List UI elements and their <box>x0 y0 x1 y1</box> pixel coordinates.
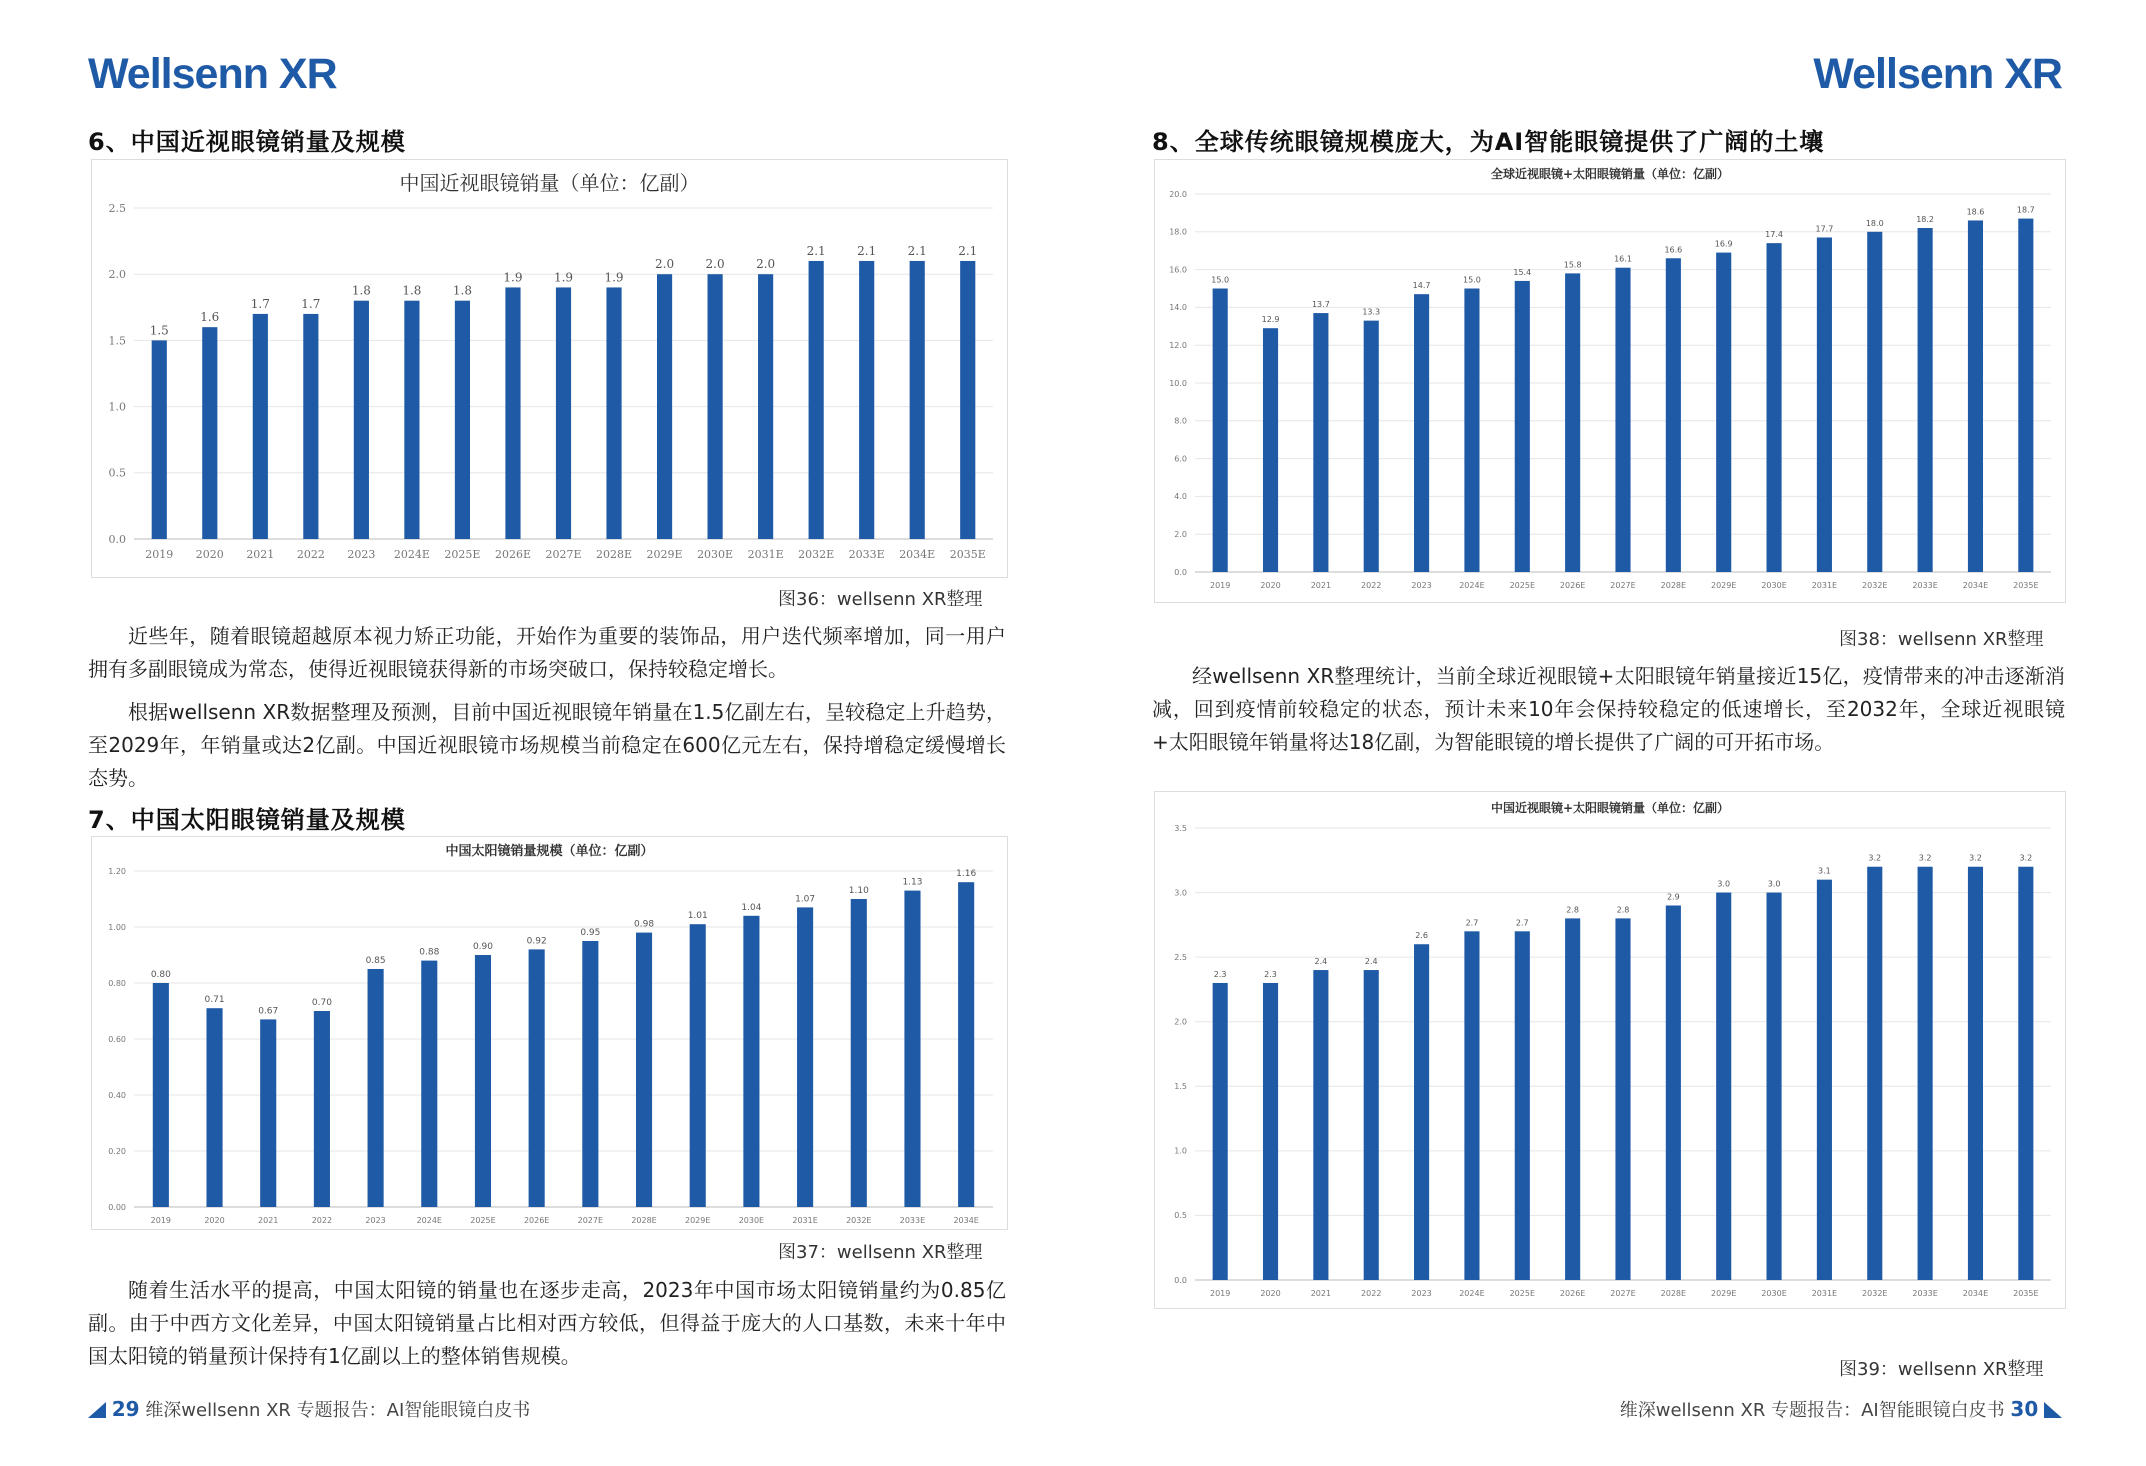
bar <box>1464 289 1479 573</box>
data-label: 0.80 <box>150 970 171 980</box>
bar <box>206 1008 222 1207</box>
data-label: 3.2 <box>1868 853 1882 863</box>
data-label: 1.13 <box>902 877 923 888</box>
data-label: 3.1 <box>1818 866 1831 876</box>
bar <box>809 261 824 539</box>
footer-text: 维深wellsenn XR 专题报告：AI智能眼镜白皮书 <box>145 1400 531 1421</box>
data-label: 2.1 <box>958 243 978 258</box>
y-tick-label: 0.5 <box>1174 1211 1187 1221</box>
bar <box>1666 258 1681 572</box>
x-tick-label: 2035E <box>949 548 986 561</box>
bar <box>475 955 491 1207</box>
paragraph-4: 经wellsenn XR整理统计，当前全球近视眼镜+太阳眼镜年销量接近15亿，疫情带来的冲击逐渐消减，回到疫情前较稳定的状态，预计未来10年会保持较稳定的低速增长，至2032年，全球近视眼镜+太阳眼镜年销量将达18亿副，为智能眼镜的增长提供了广阔的可开拓市场。 <box>1152 664 2065 754</box>
data-label: 16.1 <box>1614 254 1632 264</box>
brand-logo: Wellsenn XR <box>88 50 337 98</box>
data-label: 16.6 <box>1664 245 1683 255</box>
data-label: 1.16 <box>956 869 977 880</box>
data-label: 2.7 <box>1465 918 1479 928</box>
bar <box>1414 294 1429 572</box>
page-right <box>1073 0 2146 1466</box>
x-tick-label: 2032E <box>1862 581 1888 590</box>
data-label: 1.8 <box>402 283 422 298</box>
bar <box>1565 918 1580 1280</box>
x-tick-label: 2022 <box>1361 581 1382 590</box>
data-label: 2.6 <box>1415 931 1428 941</box>
x-tick-label: 2022 <box>1361 1289 1382 1298</box>
x-tick-label: 2026E <box>523 1216 550 1225</box>
y-tick-label: 2.0 <box>1174 530 1187 539</box>
data-label: 2.4 <box>1314 957 1328 967</box>
footer-right <box>1620 1396 2062 1422</box>
section-heading-8: 8、全球传统眼镜规模庞大，为AI智能眼镜提供了广阔的土壤 <box>1152 128 1825 156</box>
data-label: 1.9 <box>553 270 574 285</box>
bar <box>1364 970 1379 1280</box>
figure-caption-37: 图37：wellsenn XR整理 <box>778 1242 983 1263</box>
bar <box>1263 983 1278 1280</box>
bar <box>1716 253 1731 572</box>
x-tick-label: 2027E <box>1610 1289 1636 1298</box>
bar <box>859 261 874 539</box>
data-label: 3.0 <box>1717 879 1731 889</box>
y-tick-label: 18.0 <box>1169 227 1187 237</box>
x-tick-label: 2021 <box>1310 1289 1332 1298</box>
x-tick-label: 2021 <box>258 1216 279 1225</box>
data-label: 0.95 <box>580 928 601 938</box>
chart-fig39 <box>1154 791 2066 1309</box>
bar <box>960 261 975 539</box>
bar <box>1263 328 1278 572</box>
bar <box>1968 867 1983 1280</box>
bar <box>2018 867 2033 1280</box>
brand-logo: Wellsenn XR <box>1813 50 2062 98</box>
bar <box>1716 893 1731 1280</box>
x-tick-label: 2028E <box>596 548 633 561</box>
data-label: 18.2 <box>1916 215 1935 225</box>
data-label: 1.10 <box>848 886 869 896</box>
bar <box>303 314 318 539</box>
y-tick-label: 0.0 <box>1174 1275 1187 1285</box>
y-tick-label: 2.5 <box>108 201 126 215</box>
y-tick-label: 20.0 <box>1169 189 1187 199</box>
bar <box>1767 243 1782 572</box>
x-tick-label: 2030E <box>1761 581 1787 590</box>
y-tick-label: 0.00 <box>108 1202 126 1212</box>
bar <box>152 340 167 539</box>
y-tick-label: 2.0 <box>108 268 126 282</box>
x-tick-label: 2021 <box>1310 581 1332 590</box>
bar <box>690 924 706 1207</box>
bar <box>1767 893 1782 1280</box>
chart-fig37-svg <box>92 837 1007 1229</box>
bar <box>851 899 867 1207</box>
chart-fig36 <box>91 159 1008 578</box>
x-tick-label: 2024E <box>416 1216 442 1225</box>
x-tick-label: 2020 <box>204 1216 225 1225</box>
data-label: 2.1 <box>857 243 877 258</box>
paragraph-1: 近些年，随着眼镜超越原本视力矫正功能，开始作为重要的装饰品，用户迭代频率增加，同一用户拥有多副眼镜成为常态，使得近视眼镜获得新的市场突破口，保持较稳定增长。 <box>88 624 1006 681</box>
x-tick-label: 2033E <box>1912 1289 1938 1298</box>
bar <box>556 287 571 539</box>
bar <box>153 983 169 1207</box>
data-label: 13.7 <box>1311 300 1330 310</box>
x-tick-label: 2029E <box>646 548 683 561</box>
data-label: 12.9 <box>1261 315 1280 325</box>
x-tick-label: 2034E <box>899 548 936 561</box>
x-tick-label: 2030E <box>1761 1289 1787 1298</box>
y-tick-label: 0.5 <box>108 466 126 480</box>
data-label: 18.6 <box>1966 207 1985 217</box>
bar <box>1565 273 1580 572</box>
data-label: 2.4 <box>1364 957 1378 967</box>
bar <box>636 933 652 1207</box>
chart-title: 中国近视眼镜销量（单位：亿副） <box>399 171 700 195</box>
x-tick-label: 2024E <box>393 548 430 561</box>
x-tick-label: 2025E <box>444 548 481 561</box>
data-label: 0.90 <box>472 942 493 952</box>
bar <box>1313 970 1328 1280</box>
paragraph-3: 随着生活水平的提高，中国太阳镜的销量也在逐步走高，2023年中国市场太阳镜销量约为0.85亿副。由于中西方文化差异，中国太阳镜销量占比相对西方较低，但得益于庞大的人口基数，未来十年中国太阳镜的销量预计保持有1亿副以上的整体销售规模。 <box>88 1278 1006 1368</box>
bar <box>1867 232 1882 572</box>
y-tick-label: 1.20 <box>108 866 126 876</box>
section-heading-7: 7、中国太阳眼镜销量及规模 <box>88 806 406 834</box>
y-tick-label: 0.40 <box>108 1090 126 1100</box>
x-tick-label: 2019 <box>150 1216 172 1225</box>
x-tick-label: 2023 <box>1411 581 1432 590</box>
bar <box>404 301 419 539</box>
bar <box>1968 220 1983 572</box>
data-label: 2.9 <box>1666 892 1680 902</box>
x-tick-label: 2030E <box>738 1216 765 1225</box>
bar <box>529 949 545 1207</box>
section-heading-6: 6、中国近视眼镜销量及规模 <box>88 128 406 156</box>
data-label: 0.67 <box>258 1006 279 1017</box>
x-tick-label: 2032E <box>846 1216 872 1225</box>
data-label: 1.04 <box>741 902 762 913</box>
bar <box>1515 281 1530 572</box>
data-label: 1.7 <box>301 296 321 311</box>
bar <box>1666 905 1681 1280</box>
data-label: 15.4 <box>1513 267 1532 277</box>
bar <box>582 941 598 1207</box>
x-tick-label: 2020 <box>1260 581 1281 590</box>
data-label: 2.8 <box>1566 905 1580 915</box>
data-label: 15.8 <box>1563 260 1582 270</box>
data-label: 14.7 <box>1412 281 1431 291</box>
y-tick-label: 0.80 <box>108 978 126 988</box>
x-tick-label: 2026E <box>1559 1289 1586 1298</box>
bar <box>1313 313 1328 572</box>
chart-title: 中国太阳镜销量规模（单位：亿副） <box>445 844 654 859</box>
data-label: 0.88 <box>419 947 440 958</box>
y-tick-label: 1.5 <box>108 334 126 348</box>
x-tick-label: 2031E <box>747 548 784 561</box>
bar <box>354 301 369 539</box>
bar <box>1515 931 1530 1280</box>
x-tick-label: 2020 <box>195 548 224 561</box>
data-label: 1.7 <box>250 296 270 311</box>
bar <box>1918 228 1933 572</box>
x-tick-label: 2022 <box>296 548 325 561</box>
y-tick-label: 8.0 <box>1174 416 1187 426</box>
data-label: 15.0 <box>1211 275 1230 285</box>
x-tick-label: 2028E <box>1660 1289 1687 1298</box>
bar <box>260 1019 276 1207</box>
data-label: 18.7 <box>2016 205 2035 215</box>
x-tick-label: 2024E <box>1459 581 1485 590</box>
figure-caption-36: 图36：wellsenn XR整理 <box>778 589 983 610</box>
data-label: 17.4 <box>1765 230 1783 240</box>
data-label: 2.3 <box>1213 969 1227 979</box>
y-tick-label: 10.0 <box>1169 378 1187 388</box>
x-tick-label: 2019 <box>1209 581 1231 590</box>
y-tick-label: 3.0 <box>1174 888 1187 898</box>
data-label: 0.70 <box>311 998 332 1008</box>
bar <box>505 287 520 539</box>
data-label: 2.1 <box>907 243 927 258</box>
y-tick-label: 12.0 <box>1169 341 1187 350</box>
bar <box>1364 321 1379 572</box>
bar <box>1918 867 1933 1280</box>
x-tick-label: 2035E <box>2013 1289 2039 1298</box>
bar <box>910 261 925 539</box>
x-tick-label: 2027E <box>577 1216 604 1225</box>
page-number: 29 <box>111 1397 140 1421</box>
bar <box>455 301 470 539</box>
bar <box>1817 880 1832 1280</box>
x-tick-label: 2034E <box>953 1216 979 1225</box>
paragraph-2: 根据wellsenn XR数据整理及预测，目前中国近视眼镜年销量在1.5亿副左右，呈较稳定上升趋势，至2029年，年销量或达2亿副。中国近视眼镜市场规模当前稳定在600亿元左右，保持增稳定缓慢增长态势。 <box>88 700 1006 790</box>
bar <box>743 916 759 1207</box>
y-tick-label: 0.20 <box>108 1146 126 1156</box>
data-label: 1.6 <box>200 310 220 325</box>
bar <box>1213 983 1228 1280</box>
x-tick-label: 2027E <box>545 548 582 561</box>
data-label: 2.7 <box>1515 918 1529 928</box>
data-label: 2.0 <box>756 257 776 272</box>
bar <box>368 969 384 1207</box>
chart-fig39-svg <box>1155 792 2065 1308</box>
x-tick-label: 2027E <box>1610 581 1636 590</box>
x-tick-label: 2025E <box>470 1216 496 1225</box>
bar <box>314 1011 330 1207</box>
bar <box>958 882 974 1207</box>
x-tick-label: 2035E <box>2013 581 2039 590</box>
x-tick-label: 2026E <box>494 548 531 561</box>
data-label: 0.98 <box>634 919 655 930</box>
footer-left <box>88 1396 530 1422</box>
data-label: 2.0 <box>655 257 675 272</box>
data-label: 2.3 <box>1264 969 1277 979</box>
chart-title: 全球近视眼镜+太阳眼镜销量（单位：亿副） <box>1490 167 1730 181</box>
bar <box>708 274 723 539</box>
bar <box>253 314 268 539</box>
data-label: 17.7 <box>1815 224 1834 234</box>
data-label: 0.85 <box>365 956 386 966</box>
data-label: 1.01 <box>687 911 708 922</box>
bar <box>202 327 217 539</box>
figure-caption-38: 图38：wellsenn XR整理 <box>1839 629 2044 650</box>
y-tick-label: 14.0 <box>1169 303 1187 313</box>
data-label: 0.92 <box>526 936 547 947</box>
x-tick-label: 2029E <box>1710 1289 1737 1298</box>
y-tick-label: 0.60 <box>108 1034 126 1044</box>
data-label: 2.8 <box>1616 905 1630 915</box>
y-tick-label: 1.0 <box>1174 1146 1187 1156</box>
chart-title: 中国近视眼镜+太阳眼镜销量（单位：亿副） <box>1490 801 1730 815</box>
bar <box>1615 268 1630 572</box>
data-label: 1.07 <box>795 894 816 905</box>
x-tick-label: 2033E <box>899 1216 926 1225</box>
x-tick-label: 2023 <box>1411 1289 1432 1298</box>
x-tick-label: 2026E <box>1559 581 1586 590</box>
data-label: 1.8 <box>351 283 371 298</box>
bar <box>2018 219 2033 572</box>
y-tick-label: 6.0 <box>1174 454 1187 464</box>
bar <box>904 891 920 1207</box>
data-label: 16.9 <box>1714 239 1733 249</box>
x-tick-label: 2032E <box>1862 1289 1888 1298</box>
footer-text: 维深wellsenn XR 专题报告：AI智能眼镜白皮书 <box>1619 1400 2005 1421</box>
footer-triangle-icon <box>2044 1402 2062 1418</box>
data-label: 3.2 <box>1918 853 1932 863</box>
y-tick-label: 4.0 <box>1174 492 1187 502</box>
y-tick-label: 2.5 <box>1174 952 1187 962</box>
bar <box>1213 289 1228 573</box>
y-tick-label: 0.0 <box>108 532 126 546</box>
x-tick-label: 2029E <box>685 1216 711 1225</box>
data-label: 13.3 <box>1362 307 1381 317</box>
x-tick-label: 2025E <box>1509 581 1536 590</box>
bar <box>758 274 773 539</box>
x-tick-label: 2028E <box>631 1216 657 1225</box>
footer-triangle-icon <box>88 1402 106 1418</box>
page-number: 30 <box>2010 1397 2039 1421</box>
bar <box>1817 237 1832 572</box>
x-tick-label: 2031E <box>1811 581 1838 590</box>
x-tick-label: 2030E <box>697 548 734 561</box>
x-tick-label: 2023 <box>365 1216 386 1225</box>
data-label: 3.2 <box>2019 853 2033 863</box>
x-tick-label: 2024E <box>1459 1289 1485 1298</box>
data-label: 2.0 <box>705 257 725 272</box>
x-tick-label: 2031E <box>792 1216 818 1225</box>
data-label: 15.0 <box>1463 275 1481 285</box>
bar <box>1464 931 1479 1280</box>
y-tick-label: 16.0 <box>1169 265 1187 275</box>
x-tick-label: 2033E <box>848 548 885 561</box>
x-tick-label: 2021 <box>246 548 275 561</box>
x-tick-label: 2023 <box>347 548 376 561</box>
x-tick-label: 2028E <box>1660 581 1687 590</box>
data-label: 3.2 <box>1969 853 1982 863</box>
data-label: 18.0 <box>1865 218 1884 228</box>
data-label: 1.9 <box>604 270 624 285</box>
data-label: 1.9 <box>503 270 523 285</box>
data-label: 3.0 <box>1767 879 1781 889</box>
chart-fig37 <box>91 836 1008 1230</box>
x-tick-label: 2034E <box>1962 581 1989 590</box>
x-tick-label: 2031E <box>1811 1289 1838 1298</box>
bar <box>1414 944 1429 1280</box>
chart-fig38 <box>1154 159 2066 603</box>
data-label: 1.5 <box>149 323 169 338</box>
y-tick-label: 3.5 <box>1174 823 1187 833</box>
y-tick-label: 2.0 <box>1174 1017 1187 1027</box>
y-tick-label: 1.0 <box>108 400 126 414</box>
x-tick-label: 2020 <box>1260 1289 1281 1298</box>
bar <box>657 274 672 539</box>
bar <box>1867 867 1882 1280</box>
x-tick-label: 2022 <box>311 1216 333 1225</box>
x-tick-label: 2033E <box>1912 581 1938 590</box>
bar <box>1615 918 1630 1280</box>
bar <box>606 287 621 539</box>
bar <box>421 961 437 1207</box>
x-tick-label: 2025E <box>1509 1289 1536 1298</box>
chart-fig36-svg <box>92 160 1007 577</box>
data-label: 2.1 <box>806 243 826 258</box>
data-label: 1.8 <box>452 283 472 298</box>
y-tick-label: 1.5 <box>1174 1082 1187 1092</box>
data-label: 0.71 <box>204 995 225 1006</box>
x-tick-label: 2019 <box>145 548 174 561</box>
x-tick-label: 2019 <box>1209 1289 1231 1298</box>
y-tick-label: 1.00 <box>108 922 126 932</box>
chart-fig38-svg <box>1155 160 2065 602</box>
x-tick-label: 2034E <box>1962 1289 1989 1298</box>
y-tick-label: 0.0 <box>1174 567 1187 577</box>
figure-caption-39: 图39：wellsenn XR整理 <box>1839 1359 2044 1380</box>
bar <box>797 907 813 1207</box>
x-tick-label: 2032E <box>798 548 835 561</box>
x-tick-label: 2029E <box>1710 581 1737 590</box>
